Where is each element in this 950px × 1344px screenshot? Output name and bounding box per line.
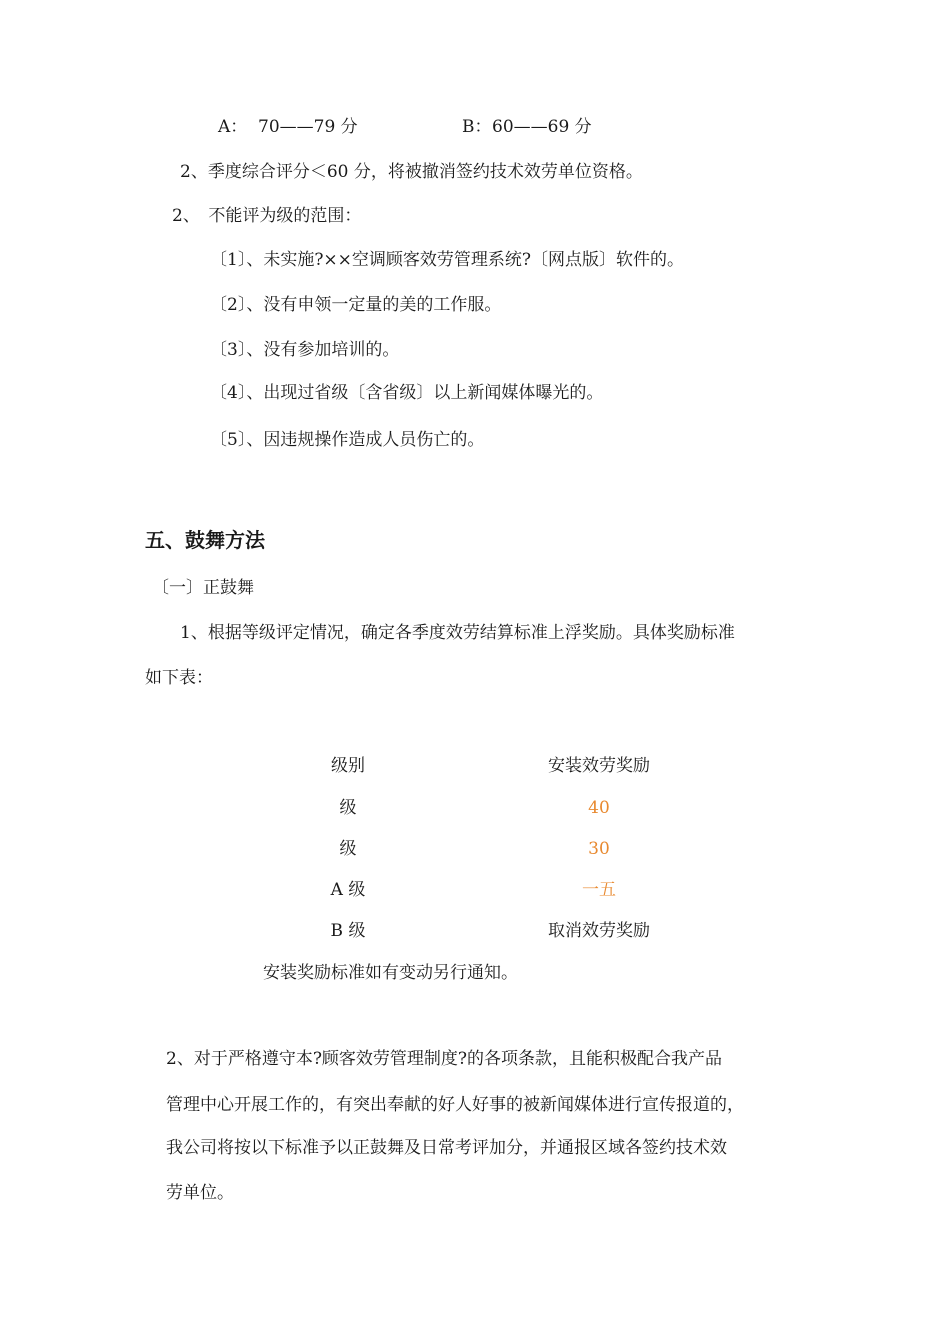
subsection-title: 〔一〕正鼓舞 <box>152 578 254 598</box>
table-cell-level: 级 <box>339 839 357 859</box>
grade-a-range: 70——79 分 <box>258 117 358 137</box>
paragraph-line: 我公司将按以下标准予以正鼓舞及日常考评加分，并通报区域各签约技术效 <box>166 1138 727 1158</box>
no-grade-item: 〔1〕、未实施?××空调顾客效劳管理系统?〔网点版〕软件的。 <box>210 250 685 270</box>
section-heading: 五、鼓舞方法 <box>145 528 265 552</box>
no-grade-item: 〔4〕、出现过省级〔含省级〕以上新闻媒体曝光的。 <box>210 383 604 403</box>
rule-cancel-text: 2、季度综合评分＜60 分，将被撤消签约技术效劳单位资格。 <box>180 162 643 182</box>
grade-b-label: B： <box>462 117 492 137</box>
paragraph-line: 2、对于严格遵守本?顾客效劳管理制度?的各项条款，且能积极配合我产品 <box>166 1049 723 1069</box>
table-cell-level: 级 <box>339 798 357 818</box>
table-note: 安装奖励标准如有变动另行通知。 <box>263 963 518 983</box>
grade-a-label: A： <box>218 117 248 137</box>
table-cell-reward: 30 <box>588 839 610 859</box>
table-header-level: 级别 <box>331 756 365 776</box>
no-grade-item: 〔3〕、没有参加培训的。 <box>210 340 400 360</box>
table-cell-level: A 级 <box>330 880 366 900</box>
grade-b-range: 60——69 分 <box>492 117 592 137</box>
paragraph-line: 管理中心开展工作的，有突出奉献的好人好事的被新闻媒体进行宣传报道的， <box>166 1095 744 1115</box>
no-grade-title: 2、 不能评为级的范围： <box>172 206 362 226</box>
paragraph-line: 如下表： <box>145 668 213 688</box>
no-grade-item: 〔5〕、因违规操作造成人员伤亡的。 <box>210 430 485 450</box>
table-header-reward: 安装效劳奖励 <box>548 756 650 776</box>
paragraph-line: 劳单位。 <box>166 1183 234 1203</box>
no-grade-item: 〔2〕、没有申领一定量的美的工作服。 <box>210 295 502 315</box>
table-cell-reward: 40 <box>588 798 610 818</box>
table-cell-level: B 级 <box>330 921 366 941</box>
table-cell-reward: 取消效劳奖励 <box>548 921 650 941</box>
paragraph-line: 1、根据等级评定情况，确定各季度效劳结算标准上浮奖励。具体奖励标准 <box>180 623 735 643</box>
table-cell-reward: 一五 <box>582 880 616 900</box>
